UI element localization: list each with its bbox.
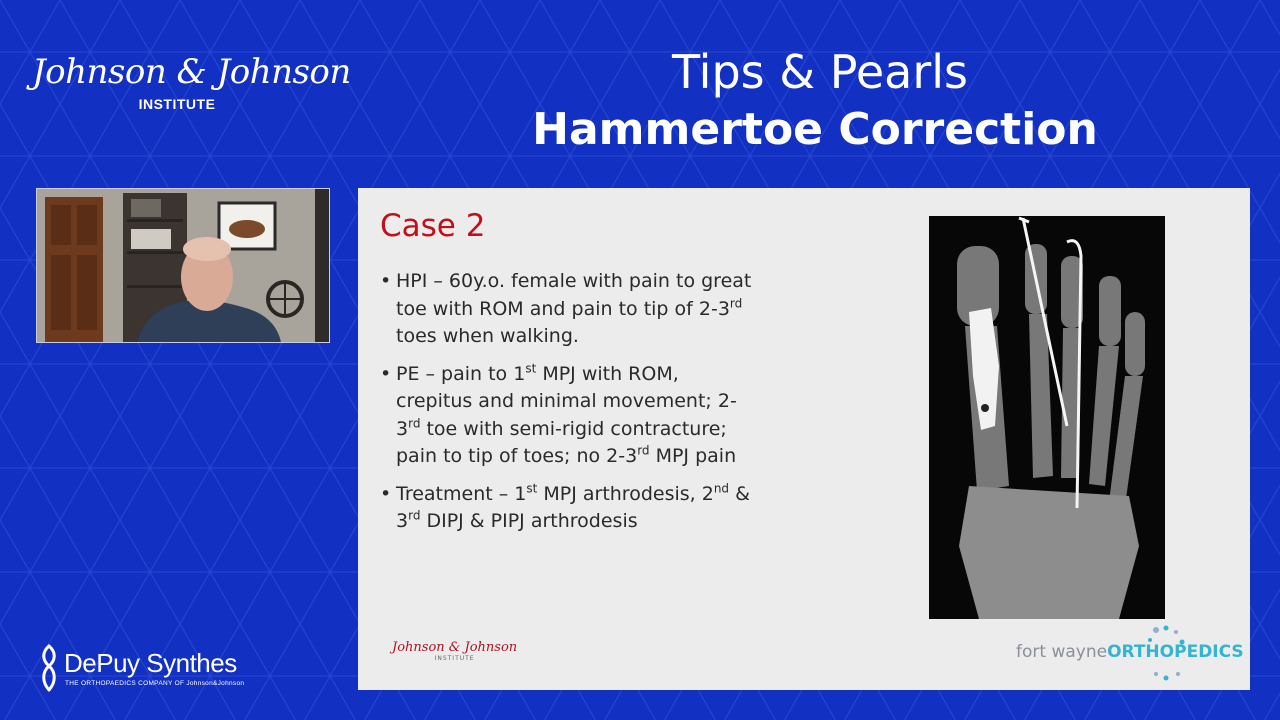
fw-logo-light: fort wayne — [1016, 642, 1108, 662]
title-line-2: Hammertoe Correction — [532, 104, 1098, 155]
bullet-hpi: • HPI – 60y.o. female with pain to great toe with ROM and pain to tip of 2-3rd toes when walking. — [380, 268, 760, 351]
jj-institute-label: INSTITUTE — [138, 96, 216, 112]
fw-logo-bold: ORTHOPEDICS — [1107, 642, 1244, 662]
title-line-1: Tips & Pearls — [672, 45, 968, 99]
case-title: Case 2 — [380, 208, 486, 244]
foot-xray-image — [929, 216, 1165, 619]
slide-jj-institute-label: INSTITUTE — [434, 655, 475, 662]
bullet-pe: • PE – pain to 1st MPJ with ROM, crepitus and minimal movement; 2-3rd toe with semi-rigid contracture; pain to tip of toes; no 2-3rd MPJ pain — [380, 361, 760, 471]
case-bullet-list — [380, 268, 760, 546]
depuy-tagline: THE ORTHOPAEDICS COMPANY OF Johnson&Johnson — [65, 680, 245, 687]
speaker-webcam-feed — [36, 188, 330, 343]
bullet-treatment: • Treatment – 1st MPJ arthrodesis, 2nd & 3rd DIPJ & PIPJ arthrodesis — [380, 481, 760, 536]
depuy-synthes-name: DePuy Synthes — [64, 648, 237, 678]
fort-wayne-orthopedics-logo — [1016, 624, 1246, 684]
slide-jj-logo-text: Johnson & Johnson — [392, 640, 518, 655]
fort-wayne-orthopedics-text — [1016, 642, 1244, 662]
jj-institute-logo — [32, 52, 351, 112]
jj-logo-text: Johnson & Johnson — [32, 52, 351, 92]
depuy-synthes-logo — [38, 642, 258, 692]
depuy-figure-icon — [38, 644, 60, 692]
slide-jj-institute-logo — [392, 640, 517, 662]
presentation-slide — [358, 188, 1250, 690]
